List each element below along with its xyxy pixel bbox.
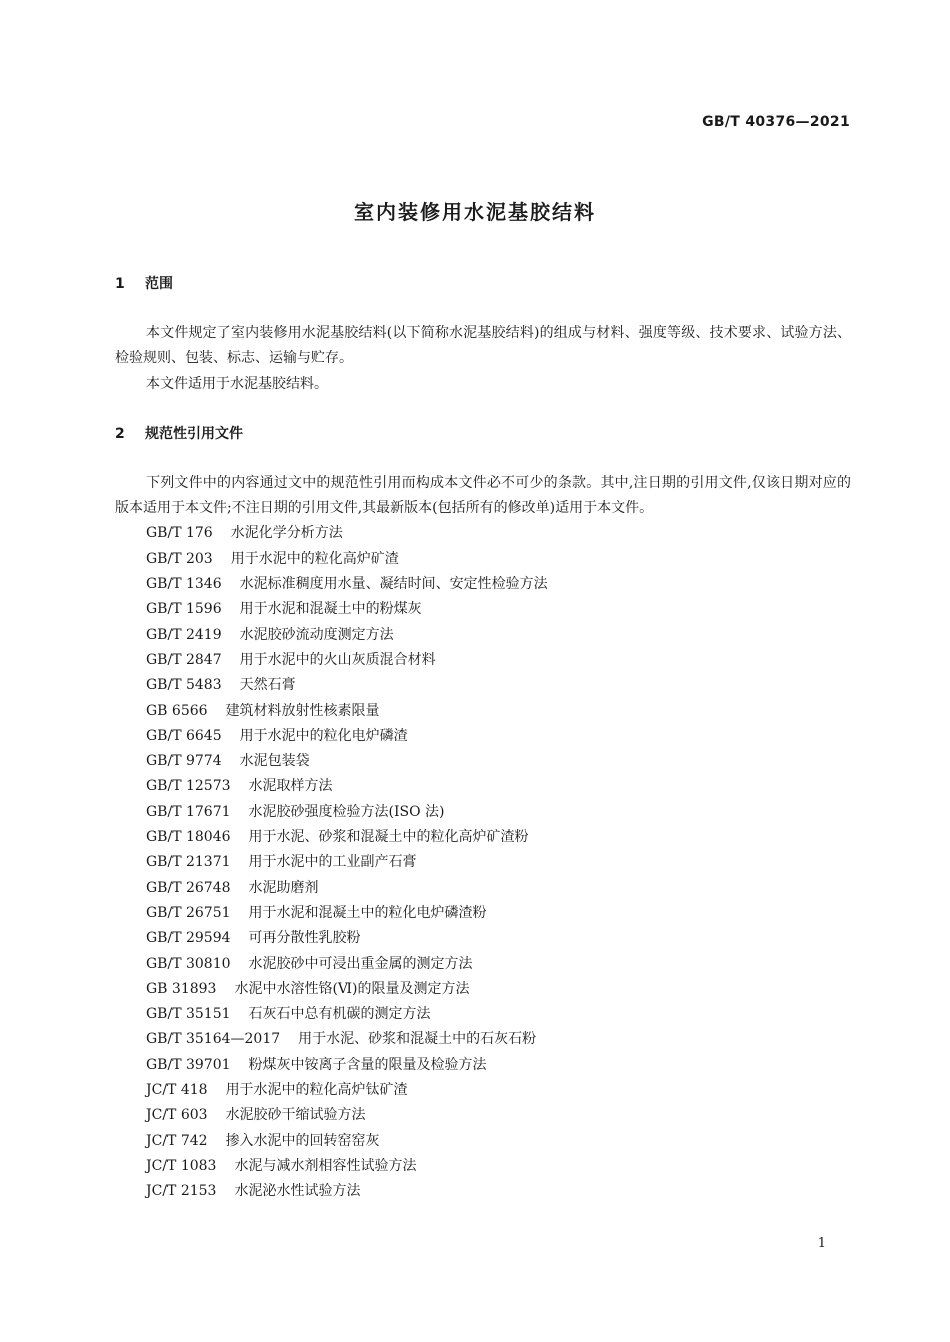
reference-code: GB/T 203 — [146, 550, 213, 567]
reference-title: 水泥胶砂干缩试验方法 — [225, 1107, 366, 1124]
reference-item — [146, 977, 851, 1002]
reference-title: 用于水泥、砂浆和混凝土中的粒化高炉矿渣粉 — [248, 829, 529, 846]
section-2-number: 2 — [115, 425, 125, 442]
reference-item — [146, 774, 851, 799]
reference-title: 水泥化学分析方法 — [230, 525, 343, 542]
reference-item — [146, 850, 851, 875]
reference-item — [146, 926, 851, 951]
reference-code: GB/T 39701 — [146, 1056, 231, 1073]
reference-title: 掺入水泥中的回转窑窑灰 — [225, 1132, 380, 1149]
reference-code: GB/T 9774 — [146, 753, 222, 770]
reference-title: 用于水泥中的火山灰质混合材料 — [239, 651, 436, 668]
reference-item — [146, 648, 851, 673]
reference-code: GB/T 6645 — [146, 727, 222, 744]
reference-item — [146, 572, 851, 597]
reference-title: 水泥标准稠度用水量、凝结时间、安定性检验方法 — [239, 576, 548, 593]
reference-code: JC/T 418 — [146, 1082, 208, 1099]
reference-item — [146, 1103, 851, 1128]
reference-title: 水泥助磨剂 — [248, 879, 319, 896]
normative-references-intro: 下列文件中的内容通过文中的规范性引用而构成本文件必不可少的条款。其中,注日期的引用文件,仅该日期对应的版本适用于本文件;不注日期的引用文件,其最新版本(包括所有的修改单)适用于本文件。 — [115, 474, 851, 517]
reference-item — [146, 901, 851, 926]
reference-code: GB 31893 — [146, 980, 217, 997]
reference-code: GB/T 26748 — [146, 879, 231, 896]
reference-item — [146, 547, 851, 572]
reference-item — [146, 623, 851, 648]
reference-code: GB/T 30810 — [146, 955, 231, 972]
reference-code: GB/T 1346 — [146, 576, 222, 593]
standard-number: GB/T 40376—2021 — [702, 114, 850, 130]
reference-code: GB/T 2419 — [146, 626, 222, 643]
reference-item — [146, 749, 851, 774]
reference-code: GB/T 21371 — [146, 854, 231, 871]
reference-title: 可再分散性乳胶粉 — [248, 930, 361, 947]
reference-title: 用于水泥和混凝土中的粒化电炉磷渣粉 — [248, 904, 487, 921]
reference-title: 粉煤灰中铵离子含量的限量及检验方法 — [248, 1056, 487, 1073]
reference-title: 水泥与减水剂相容性试验方法 — [234, 1157, 417, 1174]
reference-code: GB/T 29594 — [146, 930, 231, 947]
document-body — [115, 272, 851, 1205]
reference-code: GB/T 18046 — [146, 829, 231, 846]
section-2-title: 规范性引用文件 — [145, 425, 243, 442]
reference-title: 水泥胶砂中可浸出重金属的测定方法 — [248, 955, 473, 972]
section-1-title: 范围 — [145, 276, 173, 292]
scope-paragraph-1: 本文件规定了室内装修用水泥基胶结料(以下简称水泥基胶结料)的组成与材料、强度等级、技术要求、试验方法、检验规则、包装、标志、运输与贮存。 — [115, 325, 851, 367]
reference-title: 用于水泥中的粒化高炉矿渣 — [230, 550, 399, 567]
reference-item — [146, 1179, 851, 1204]
reference-code: GB/T 17671 — [146, 803, 231, 820]
document-title: 室内装修用水泥基胶结料 — [354, 200, 596, 224]
reference-item — [146, 521, 851, 546]
reference-item — [146, 1027, 851, 1052]
reference-title: 用于水泥和混凝土中的粉煤灰 — [239, 601, 422, 618]
reference-title: 用于水泥、砂浆和混凝土中的石灰石粉 — [298, 1031, 537, 1048]
reference-code: JC/T 603 — [146, 1107, 208, 1124]
reference-code: JC/T 2153 — [146, 1183, 217, 1200]
reference-title: 水泥中水溶性铬(Ⅵ)的限量及测定方法 — [234, 980, 470, 997]
reference-item — [146, 699, 851, 724]
reference-list — [115, 521, 851, 1204]
reference-item — [146, 1002, 851, 1027]
reference-title: 用于水泥中的工业副产石膏 — [248, 854, 417, 871]
reference-code: GB/T 176 — [146, 525, 213, 542]
reference-item — [146, 876, 851, 901]
reference-code: GB/T 35164—2017 — [146, 1031, 281, 1048]
reference-code: JC/T 1083 — [146, 1157, 217, 1174]
reference-item — [146, 800, 851, 825]
scope-paragraph-2: 本文件适用于水泥基胶结料。 — [146, 375, 328, 392]
reference-title: 水泥包装袋 — [239, 753, 310, 770]
reference-code: GB/T 2847 — [146, 651, 222, 668]
reference-title: 用于水泥中的粒化高炉钛矿渣 — [225, 1082, 408, 1099]
reference-code: GB/T 1596 — [146, 601, 222, 618]
reference-title: 天然石膏 — [239, 677, 296, 694]
reference-title: 水泥胶砂流动度测定方法 — [239, 626, 394, 643]
reference-title: 水泥泌水性试验方法 — [234, 1183, 361, 1200]
reference-item — [146, 1053, 851, 1078]
reference-item — [146, 673, 851, 698]
section-1-number: 1 — [115, 276, 125, 292]
reference-item — [146, 1078, 851, 1103]
reference-title: 水泥取样方法 — [248, 778, 333, 795]
reference-code: GB/T 5483 — [146, 677, 222, 694]
section-2-heading — [115, 422, 851, 447]
reference-item — [146, 1129, 851, 1154]
reference-title: 石灰石中总有机碳的测定方法 — [248, 1006, 431, 1023]
reference-title: 水泥胶砂强度检验方法(ISO 法) — [248, 803, 445, 820]
reference-item — [146, 825, 851, 850]
section-1-heading — [115, 272, 851, 297]
reference-code: JC/T 742 — [146, 1132, 208, 1149]
reference-title: 建筑材料放射性核素限量 — [225, 702, 380, 719]
reference-item — [146, 1154, 851, 1179]
reference-code: GB/T 12573 — [146, 778, 231, 795]
reference-code: GB/T 26751 — [146, 904, 231, 921]
reference-item — [146, 952, 851, 977]
reference-item — [146, 597, 851, 622]
reference-code: GB/T 35151 — [146, 1006, 231, 1023]
reference-item — [146, 724, 851, 749]
page-number: 1 — [817, 1236, 826, 1251]
reference-title: 用于水泥中的粒化电炉磷渣 — [239, 727, 408, 744]
reference-code: GB 6566 — [146, 702, 208, 719]
